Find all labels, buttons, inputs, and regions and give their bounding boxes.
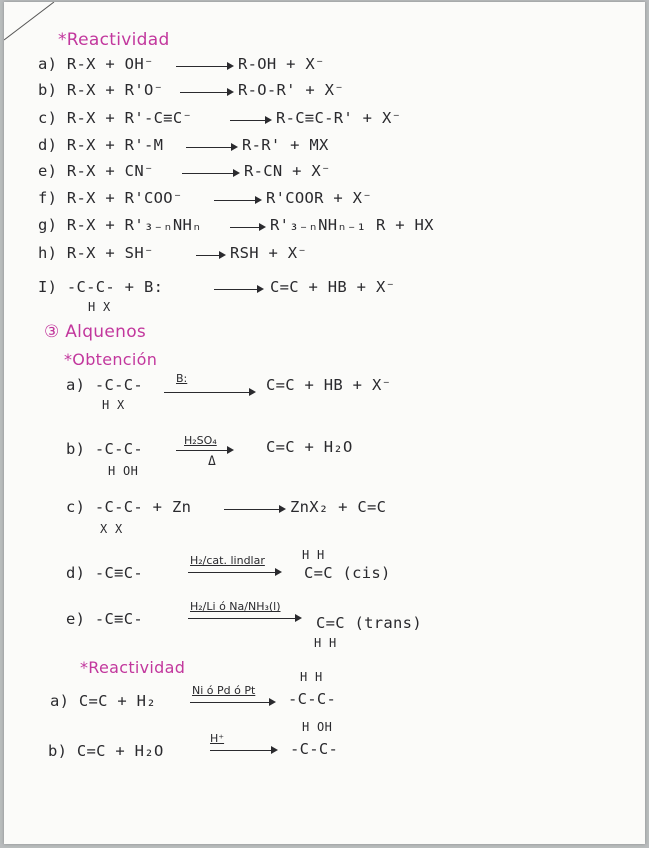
reaction-arrow (186, 147, 236, 148)
section-title-reactividad: *Reactividad (58, 30, 170, 50)
reaction-arrow (214, 289, 262, 290)
reaction-e-product: R-CN + X⁻ (244, 162, 331, 180)
section-title-alquenos: ③ Alquenos (44, 322, 147, 342)
reaction-f-reactant: f) R-X + R'COO⁻ (38, 189, 183, 207)
reaction-a-product: R-OH + X⁻ (238, 55, 325, 73)
reaction-d-product: R-R' + MX (242, 136, 329, 154)
reaction-i-substituents: H X (88, 300, 111, 314)
obtencion-a-substituents: H X (102, 398, 125, 412)
reaction-g-product: R'₃₋ₙNHₙ₋₁ R + HX (270, 216, 434, 234)
reaction-b-reactant: b) R-X + R'O⁻ (38, 81, 164, 99)
reaction-c-reactant: c) R-X + R'-C≡C⁻ (38, 109, 193, 127)
alquenos-reactividad-a-top: H H (300, 670, 323, 684)
alquenos-reactividad-b-reactant: b) C=C + H₂O (48, 742, 164, 760)
obtencion-c-product: ZnX₂ + C=C (290, 498, 387, 516)
obtencion-e-substituents: H H (314, 636, 337, 650)
reaction-arrow (180, 92, 232, 93)
obtencion-e-product: C=C (trans) (316, 614, 422, 632)
alquenos-reactividad-b-condition: H⁺ (210, 732, 225, 745)
obtencion-e-reactant: e) -C≡C- (66, 610, 144, 628)
notebook-page (4, 2, 645, 844)
reaction-arrow (224, 509, 284, 510)
obtencion-b-heat: Δ (208, 454, 217, 469)
obtencion-b-product: C=C + H₂O (266, 438, 353, 456)
reaction-c-product: R-C≡C-R' + X⁻ (276, 109, 402, 127)
reaction-arrow (210, 750, 276, 751)
obtencion-a-condition: B: (176, 372, 188, 385)
reaction-arrow (214, 200, 260, 201)
alquenos-reactividad-b-product: -C-C- (290, 740, 339, 758)
obtencion-c-substituents: X X (100, 522, 123, 536)
reaction-a-reactant: a) R-X + OH⁻ (38, 55, 154, 73)
reaction-arrow (182, 173, 238, 174)
obtencion-a-product: C=C + HB + X⁻ (266, 376, 392, 394)
reaction-arrow (230, 120, 270, 121)
reaction-arrow (188, 572, 280, 573)
reaction-arrow (188, 618, 300, 619)
obtencion-e-condition: H₂/Li ó Na/NH₃(l) (190, 600, 281, 613)
reaction-h-reactant: h) R-X + SH⁻ (38, 244, 154, 262)
obtencion-b-reactant: b) -C-C- (66, 440, 144, 458)
reaction-g-reactant: g) R-X + R'₃₋ₙNHₙ (38, 216, 202, 234)
alquenos-reactividad-b-top: H OH (302, 720, 333, 734)
reaction-b-product: R-O-R' + X⁻ (238, 81, 344, 99)
reaction-h-product: RSH + X⁻ (230, 244, 308, 262)
obtencion-d-reactant: d) -C≡C- (66, 564, 144, 582)
obtencion-d-product: C=C (cis) (304, 564, 391, 582)
reaction-arrow (164, 392, 254, 393)
page-fold-corner (4, 2, 64, 42)
reaction-arrow (196, 255, 224, 256)
obtencion-c-reactant: c) -C-C- + Zn (66, 498, 192, 516)
reaction-e-reactant: e) R-X + CN⁻ (38, 162, 154, 180)
alquenos-reactividad-a-condition: Ni ó Pd ó Pt (192, 684, 256, 697)
reaction-arrow (176, 450, 232, 451)
obtencion-b-substituents: H OH (108, 464, 139, 478)
subsection-title-reactividad: *Reactividad (80, 658, 186, 677)
reaction-i-reactant: I) -C-C- + B: (38, 278, 164, 296)
reaction-d-reactant: d) R-X + R'-M (38, 136, 164, 154)
obtencion-d-condition: H₂/cat. lindlar (190, 554, 265, 567)
alquenos-reactividad-a-reactant: a) C=C + H₂ (50, 692, 156, 710)
alquenos-reactividad-a-product: -C-C- (288, 690, 337, 708)
obtencion-b-condition: H₂SO₄ (184, 434, 217, 447)
reaction-f-product: R'COOR + X⁻ (266, 189, 372, 207)
subsection-title-obtencion: *Obtención (64, 350, 158, 369)
reaction-i-product: C=C + HB + X⁻ (270, 278, 396, 296)
reaction-arrow (176, 66, 232, 67)
reaction-arrow (190, 702, 274, 703)
obtencion-a-reactant: a) -C-C- (66, 376, 144, 394)
obtencion-d-substituents: H H (302, 548, 325, 562)
reaction-arrow (230, 227, 264, 228)
